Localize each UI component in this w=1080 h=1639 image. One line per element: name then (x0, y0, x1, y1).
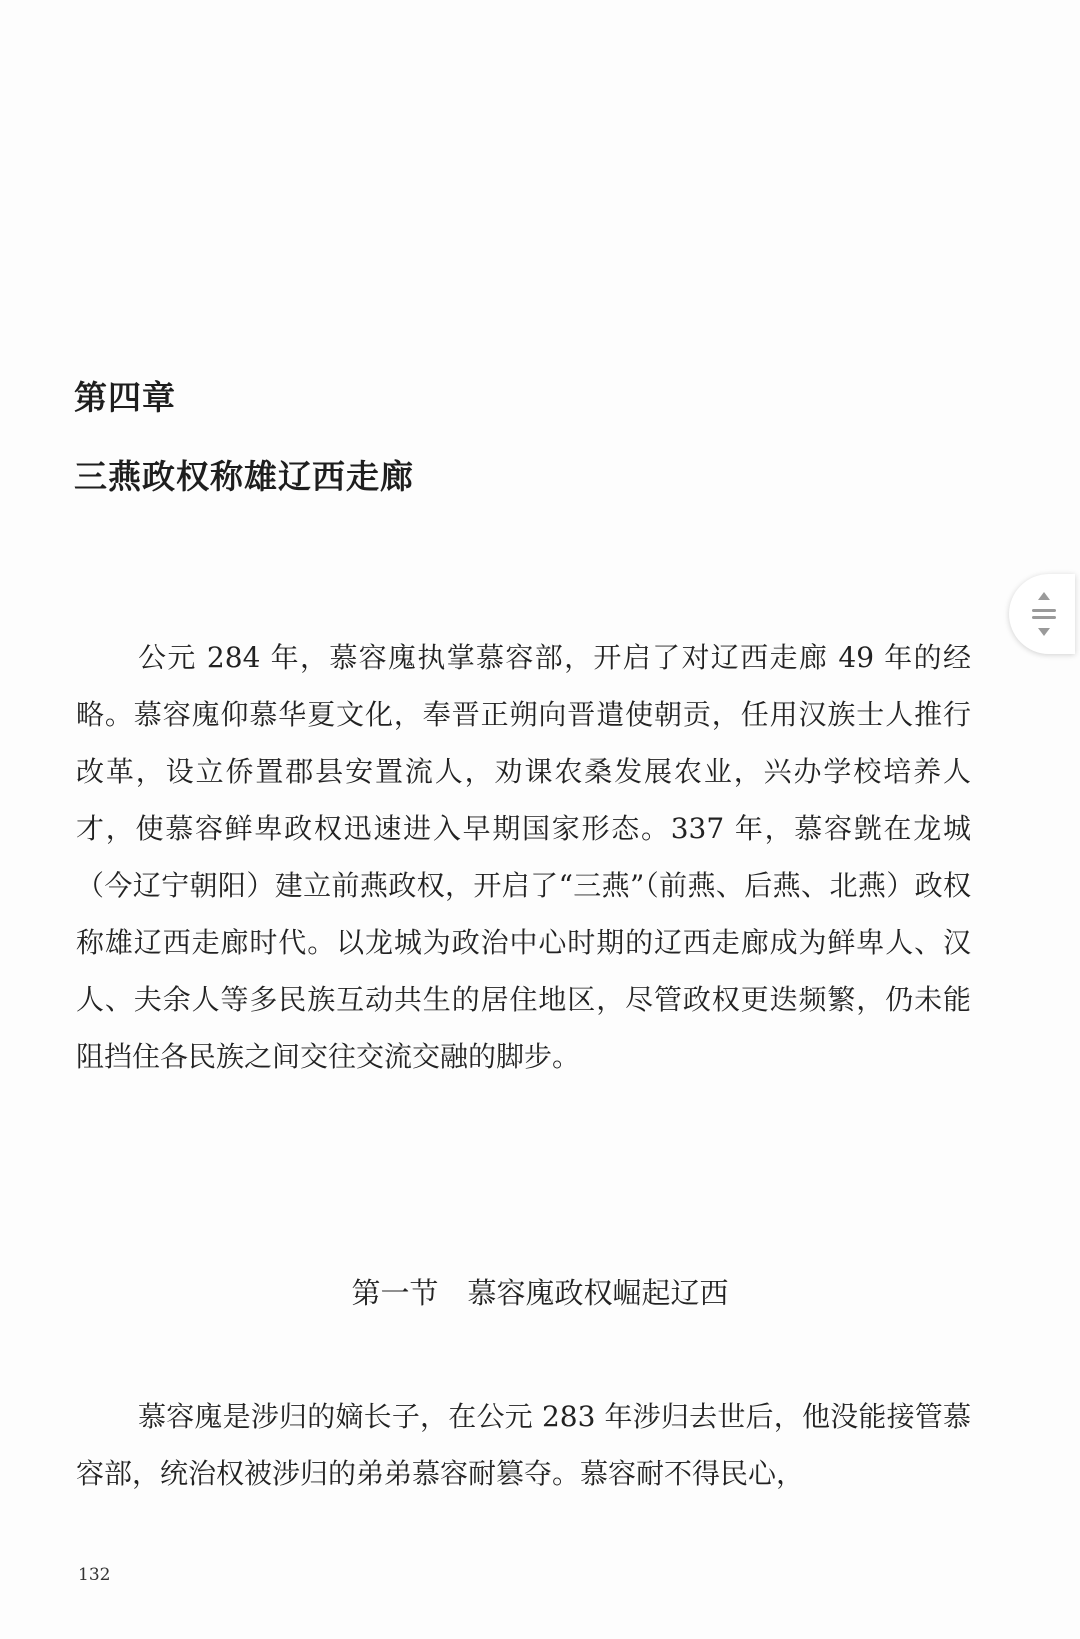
page-number: 132 (78, 1565, 111, 1585)
arrow-down-icon (1038, 628, 1050, 636)
grip-line-icon (1032, 616, 1056, 619)
intro-paragraph: 公元 284 年，慕容廆执掌慕容部，开启了对辽西走廊 49 年的经略。慕容廆仰慕华夏文化，奉晋正朔向晋遣使朝贡，任用汉族士人推行改革，设立侨置郡县安置流人，劝课农桑发展农业，兴办学校培养人才，使慕容鲜卑政权迅速进入早期国家形态。337 年，慕容皝在龙城（今辽宁朝阳）建立前燕政权，开启了“三燕”（前燕、后燕、北燕）政权称雄辽西走廊时代。以龙城为政治中心时期的辽西走廊成为鲜卑人、汉人、夫余人等多民族互动共生的居住地区，尽管政权更迭频繁，仍未能阻挡住各民族之间交往交流交融的脚步。 (76, 641, 971, 1073)
section-paragraph: 慕容廆是涉归的嫡长子，在公元 283 年涉归去世后，他没能接管慕容部，统治权被涉归的弟弟慕容耐篡夺。慕容耐不得民心， (76, 1400, 971, 1490)
grip-line-icon (1032, 609, 1056, 612)
chapter-title: 三燕政权称雄辽西走廊 (74, 457, 414, 496)
scroll-handle[interactable] (1009, 574, 1075, 654)
section-heading: 第一节 慕容廆政权崛起辽西 (351, 1276, 729, 1310)
arrow-up-icon (1038, 592, 1050, 600)
chapter-label: 第四章 (74, 378, 176, 417)
